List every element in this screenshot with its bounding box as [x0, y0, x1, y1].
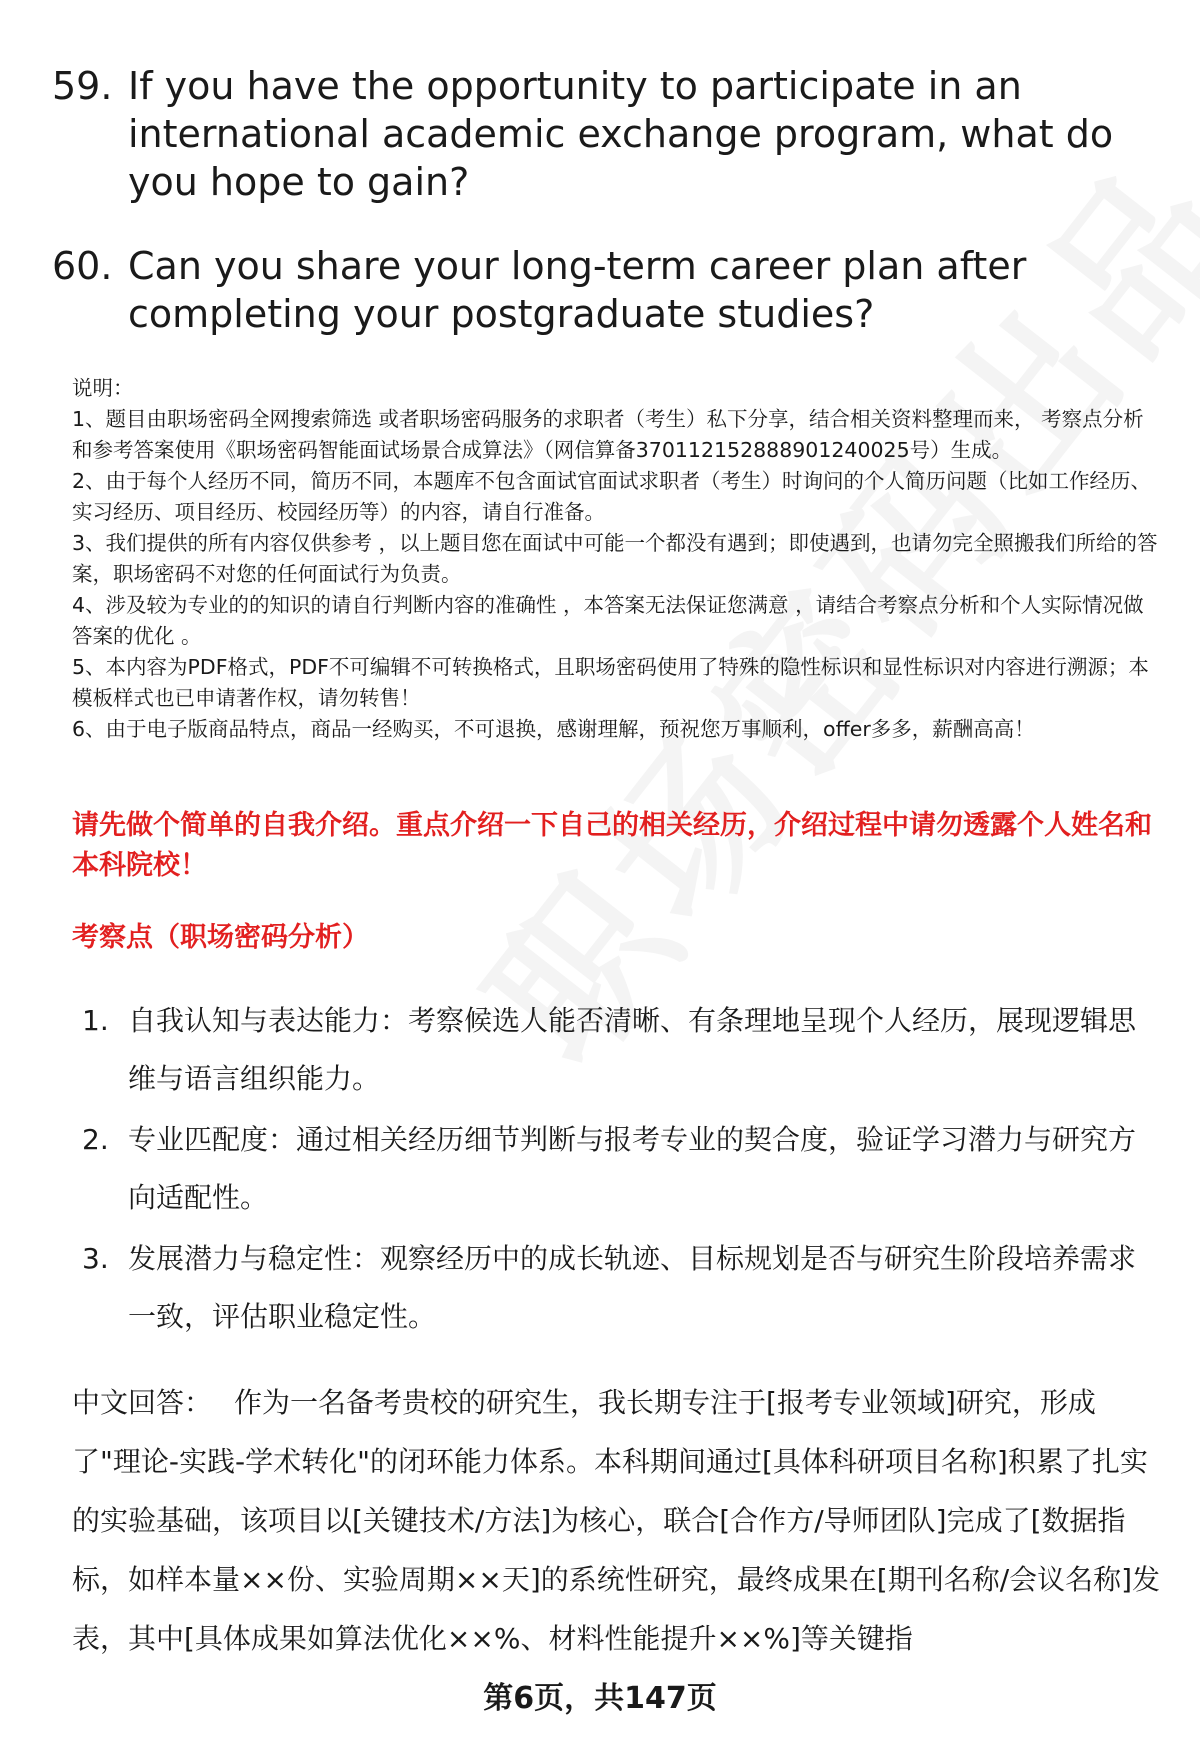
exam-point-number: 2.	[82, 1123, 109, 1156]
exam-point-text: 自我认知与表达能力：考察候选人能否清晰、有条理地呈现个人经历，展现逻辑思维与语言组织能力。	[128, 1004, 1137, 1095]
question-60	[52, 242, 1162, 338]
exam-point-text: 专业匹配度：通过相关经历细节判断与报考专业的契合度，验证学习潜力与研究方向适配性。	[128, 1123, 1137, 1214]
answer-label: 中文回答：	[72, 1386, 213, 1419]
exam-point	[82, 1111, 1152, 1227]
note-item: 4、涉及较为专业的的知识的请自行判断内容的准确性 ，本答案无法保证您满意 ，请结合考察点分析和个人实际情况做答案的优化 。	[72, 593, 1144, 648]
exam-points-title: 考察点（职场密码分析）	[72, 922, 369, 953]
note-item: 1、题目由职场密码全网搜索筛选 或者职场密码服务的求职者（考生）私下分享，结合相关资料整理而来， 考察点分析和参考答案使用《职场密码智能面试场景合成算法》（网信算备370112152888901240025号）生成。	[72, 407, 1144, 462]
exam-point-number: 1.	[82, 1004, 109, 1037]
question-number: 60.	[52, 244, 113, 288]
note-item: 3、我们提供的所有内容仅供参考 ，以上题目您在面试中可能一个都没有遇到；即使遇到，也请勿完全照搬我们所给的答案，职场密码不对您的任何面试行为负责。	[72, 531, 1158, 586]
question-text: If you have the opportunity to participate in an international academic exchange program, what do you hope to gain?	[128, 64, 1114, 204]
note-item: 6、由于电子版商品特点，商品一经购买，不可退换，感谢理解，预祝您万事顺利，offer多多，薪酬高高！	[72, 717, 1035, 741]
note-item: 5、本内容为PDF格式，PDF不可编辑不可转换格式，且职场密码使用了特殊的隐性标识和显性标识对内容进行溯源；本模板样式也已申请著作权，请勿转售！	[72, 655, 1149, 710]
answer-section	[72, 1373, 1162, 1668]
exam-point-text: 发展潜力与稳定性：观察经历中的成长轨迹、目标规划是否与研究生阶段培养需求一致，评估职业稳定性。	[128, 1242, 1137, 1333]
intro-question: 请先做个简单的自我介绍。重点介绍一下自己的相关经历，介绍过程中请勿透露个人姓名和本科院校！	[72, 810, 1152, 881]
notes-title: 说明：	[72, 376, 134, 400]
note-item: 2、由于每个人经历不同，简历不同，本题库不包含面试官面试求职者（考生）时询问的个人简历问题（比如工作经历、实习经历、项目经历、校园经历等）的内容，请自行准备。	[72, 469, 1152, 524]
notes-section	[72, 373, 1162, 745]
answer-text: 作为一名备考贵校的研究生，我长期专注于[报考专业领域]研究，形成了"理论-实践-学术转化"的闭环能力体系。本科期间通过[具体科研项目名称]积累了扎实的实验基础，该项目以[关键技术/方法]为核心，联合[合作方/导师团队]完成了[数据指标，如样本量××份、实验周期××天]的系统性研究，最终成果在[期刊名称/会议名称]发表，其中[具体成果如算法优化××%、材料性能提升××%]等关键指	[72, 1386, 1161, 1655]
exam-points-list	[82, 992, 1152, 1349]
question-text: Can you share your long-term career plan after completing your postgraduate studies?	[128, 244, 1027, 336]
page-footer: 第6页，共147页	[483, 1681, 717, 1716]
exam-point	[82, 992, 1152, 1108]
question-59	[52, 62, 1162, 206]
exam-point	[82, 1230, 1152, 1346]
question-number: 59.	[52, 64, 113, 108]
exam-point-number: 3.	[82, 1242, 109, 1275]
